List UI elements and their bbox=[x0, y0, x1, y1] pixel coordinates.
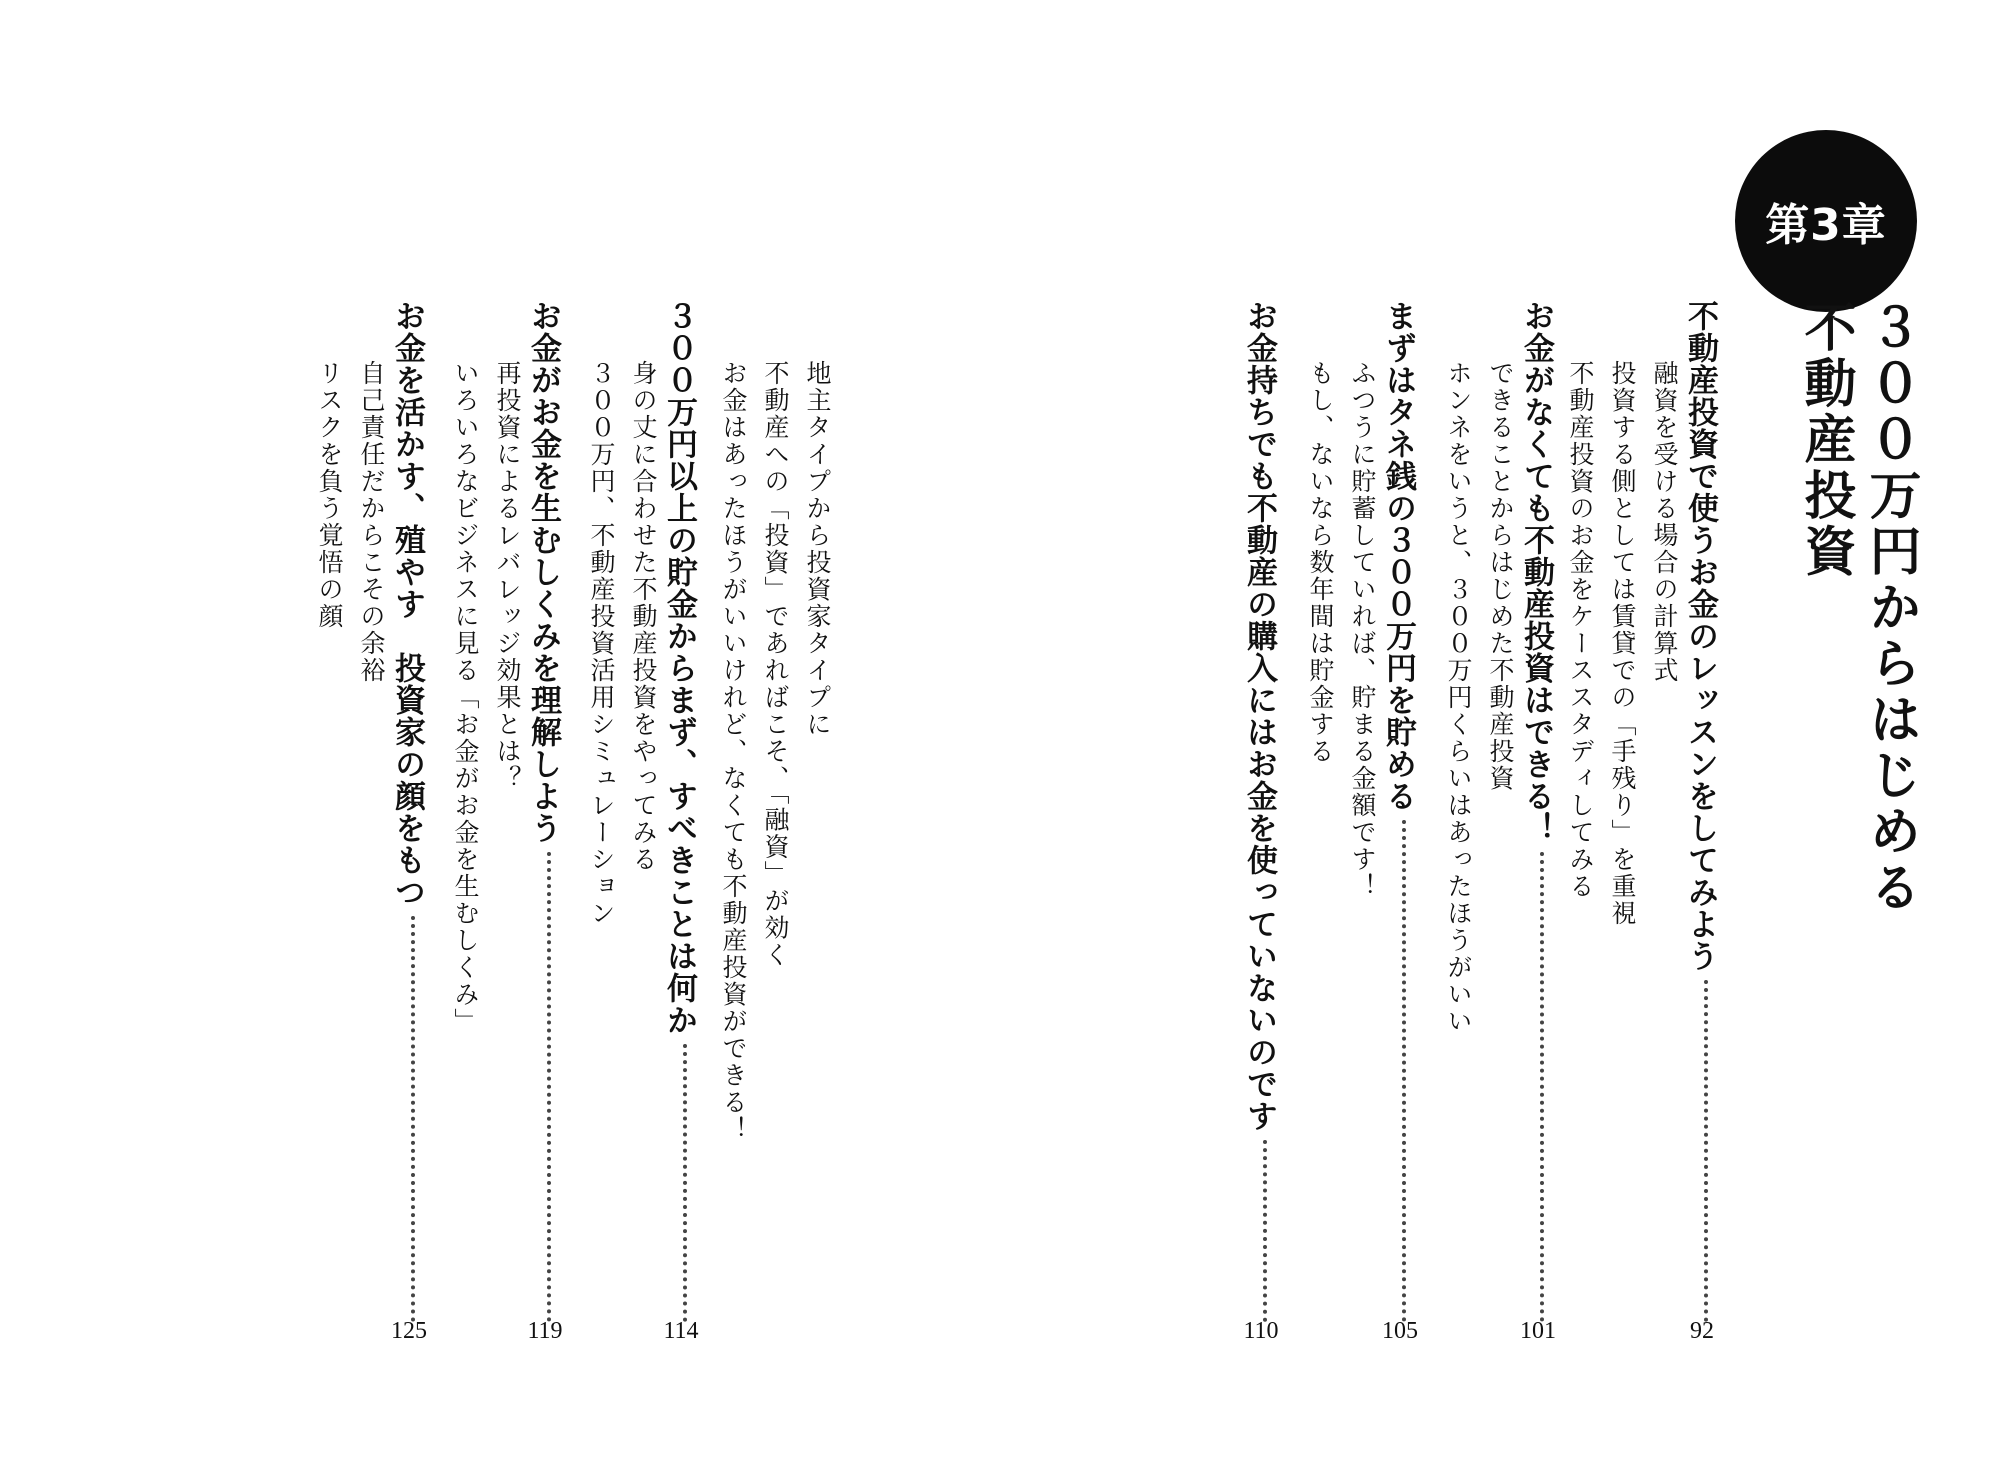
toc-heading: お金がなくても不動産投資はできる！ bbox=[1518, 300, 1554, 844]
toc-subheading: リスクを負う覚悟の顔 bbox=[315, 360, 344, 630]
chapter-badge bbox=[1735, 130, 1917, 312]
toc-subheading: 自己責任だからこその余裕 bbox=[357, 360, 386, 684]
toc-entry[interactable] bbox=[526, 300, 566, 1340]
toc-subheading: 不動産への「投資」であればこそ、「融資」が効く bbox=[761, 360, 790, 969]
toc-heading: お金を活かす、殖やす 投資家の顔をもつ bbox=[389, 300, 425, 908]
dotted-leader bbox=[1534, 852, 1544, 1322]
toc-subheading: 再投資によるレバレッジ効果とは？ bbox=[493, 360, 522, 792]
toc-entry[interactable] bbox=[662, 300, 702, 1340]
toc-subheading: 身の丈に合わせた不動産投資をやってみる bbox=[629, 360, 658, 873]
dotted-leader bbox=[1698, 980, 1708, 1322]
toc-heading: まずはタネ銭の３００万円を貯める bbox=[1380, 300, 1416, 812]
page-number: 114 bbox=[663, 1318, 699, 1344]
toc-subheading: お金はあったほうがいいけれど、なくても不動産投資ができる！ bbox=[719, 360, 748, 1143]
dotted-leader bbox=[677, 1044, 687, 1322]
page-number: 101 bbox=[1520, 1318, 1556, 1344]
chapter-title-line1: ３００万円からはじめる bbox=[1860, 300, 1920, 916]
toc-entry[interactable] bbox=[1519, 300, 1559, 1340]
toc-entry[interactable] bbox=[1683, 300, 1723, 1340]
page-number: 125 bbox=[391, 1318, 427, 1344]
page-number: 105 bbox=[1382, 1318, 1418, 1344]
chapter-title-line2: 不動産投資 bbox=[1795, 300, 1855, 580]
toc-heading: お金持ちでも不動産の購入にはお金を使っていないのです bbox=[1241, 300, 1277, 1132]
toc-subheading: いろいろなビジネスに見る「お金がお金を生むしくみ」 bbox=[451, 360, 480, 1035]
toc-subheading: ホンネをいうと、３００万円くらいはあったほうがいい bbox=[1444, 360, 1473, 1035]
toc-entry[interactable] bbox=[1381, 300, 1421, 1340]
toc-subheading: 融資を受ける場合の計算式 bbox=[1650, 360, 1679, 684]
toc-subheading: 地主タイプから投資家タイプに bbox=[803, 360, 832, 738]
toc-entry[interactable] bbox=[1242, 300, 1282, 1340]
page-number: 92 bbox=[1690, 1318, 1714, 1344]
dotted-leader bbox=[541, 852, 551, 1322]
toc-subheading: 投資する側としては賃貸での「手残り」を重視 bbox=[1608, 360, 1637, 927]
toc-subheading: ３００万円、不動産投資活用シミュレーション bbox=[587, 360, 616, 927]
toc-heading: 不動産投資で使うお金のレッスンをしてみよう bbox=[1682, 300, 1718, 972]
chapter-badge-label: 第3章 bbox=[1765, 200, 1887, 251]
toc-subheading: できることからはじめた不動産投資 bbox=[1486, 360, 1515, 792]
toc-heading: ３００万円以上の貯金からまず、すべきことは何か bbox=[661, 300, 697, 1036]
toc-subheading: 不動産投資のお金をケーススタディしてみる bbox=[1566, 360, 1595, 900]
dotted-leader bbox=[1396, 820, 1406, 1322]
dotted-leader bbox=[405, 916, 415, 1322]
dotted-leader bbox=[1257, 1140, 1267, 1322]
page-number: 110 bbox=[1243, 1318, 1279, 1344]
page-number: 119 bbox=[527, 1318, 563, 1344]
toc-subheading: もし、ないなら数年間は貯金する bbox=[1306, 360, 1335, 765]
toc-entry[interactable] bbox=[390, 300, 430, 1340]
toc-heading: お金がお金を生むしくみを理解しよう bbox=[525, 300, 561, 844]
toc-subheading: ふつうに貯蓄していれば、貯まる金額です！ bbox=[1348, 360, 1377, 900]
